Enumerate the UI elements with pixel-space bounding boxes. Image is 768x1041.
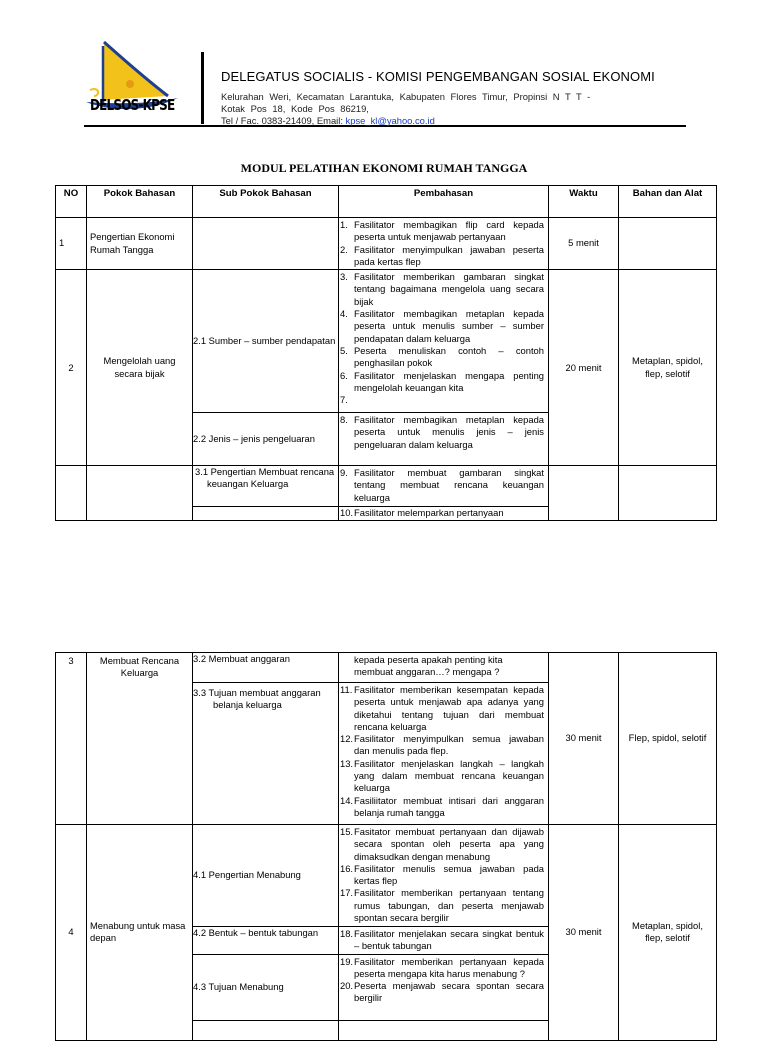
pembahasan-list	[339, 218, 548, 269]
pokok-bahasan: Membuat Rencana Keluarga	[87, 653, 193, 825]
pembahasan-list	[339, 413, 548, 452]
list-item: 11. Fasilitator memberikan kesempatan kepada peserta untuk menjawab apa adanya yang diketahui tentang tujuan dari membuat rencana keluarga	[340, 684, 544, 732]
list-item: 18. Fasilitator menjelakan secara singkat bentuk – bentuk tabungan	[340, 928, 544, 952]
document-title: MODUL PELATIHAN EKONOMI RUMAH TANGGA	[240, 161, 528, 175]
list-item: 17. Fasilitator memberikan pertanyaan tentang rumus tabungan, dan peserta menjawab spontan secara bergilir	[340, 887, 544, 924]
contact-prefix: Tel / Fac. 0383-21409, Email:	[221, 115, 346, 126]
pokok-bahasan-empty	[87, 466, 193, 521]
pembahasan-list	[339, 683, 548, 820]
bahan-alat: Metaplan, spidol, flep, selotif	[619, 270, 717, 466]
sub-pokok-bahasan: 2.2 Jenis – jenis pengeluaran	[193, 413, 339, 466]
pembahasan-cell	[339, 413, 549, 466]
row-number-empty	[56, 466, 87, 521]
sub-pokok-bahasan: 4.3 Tujuan Menabung	[193, 954, 339, 1020]
col-header-bahan: Bahan dan Alat	[619, 186, 717, 218]
row-number: 4	[56, 825, 87, 1041]
pembahasan-cell	[339, 653, 549, 683]
list-item: 10. Fasilitator melemparkan pertanyaan	[340, 507, 504, 519]
pembahasan-list	[339, 507, 548, 520]
table-row	[56, 270, 717, 413]
list-item: 6. Fasilitator menjelaskan mengapa penting mengelolah keuangan kita	[340, 369, 544, 393]
sub-pokok-bahasan: 4.2 Bentuk – bentuk tabungan	[193, 927, 339, 955]
table-row	[56, 653, 717, 683]
header-divider-vertical	[201, 52, 204, 124]
list-item: 3. Fasilitator memberikan gambaran singkat tentang bagaimana mengelola uang secara bijak	[340, 271, 544, 307]
list-item: 12. Fasilitator menyimpulkan semua jawaban dan menulis pada flep.	[340, 733, 544, 757]
sub-pokok-empty	[193, 507, 339, 521]
pembahasan-cell	[339, 466, 549, 507]
pembahasan-cell	[339, 954, 549, 1020]
logo-text: DELSOS-KPSE	[90, 96, 175, 114]
list-item: 9. Fasilitator membuat gambaran singkat tentang membuat rencana keuangan keluarga	[340, 467, 544, 503]
letterhead	[0, 0, 768, 135]
pembahasan-cell	[339, 683, 549, 825]
sub-pokok-bahasan: 4.1 Pengertian Menabung	[193, 825, 339, 927]
pembahasan-cell	[339, 218, 549, 270]
list-item: 1. Fasilitator membagikan flip card kepada peserta untuk menjawab pertanyaan	[340, 219, 544, 243]
email-link[interactable]: kpse_kl@yahoo.co.id	[345, 115, 435, 126]
pembahasan-empty	[339, 1020, 549, 1040]
waktu-empty	[549, 466, 619, 521]
pokok-bahasan: Pengertian Ekonomi Rumah Tangga	[87, 218, 193, 270]
sub-pokok-bahasan: 2.1 Sumber – sumber pendapatan	[193, 270, 339, 413]
pembahasan-list	[339, 466, 548, 505]
module-table-page-1	[55, 185, 717, 521]
pembahasan-list	[339, 825, 548, 925]
waktu: 5 menit	[549, 218, 619, 270]
list-item: 15. Fasitator membuat pertanyaan dan dijawab secara spontan oleh peserta apa yang dimaksudkan dengan menabung	[340, 826, 544, 862]
pembahasan-list	[339, 955, 548, 1006]
row-number: 1	[56, 218, 87, 270]
list-item: 5. Peserta menuliskan contoh – contoh penghasilan pokok	[340, 344, 544, 369]
pembahasan-cell	[339, 270, 549, 413]
table-header-row	[56, 186, 717, 218]
waktu: 30 menit	[549, 653, 619, 825]
bahan-alat: Flep, spidol, selotif	[619, 653, 717, 825]
waktu: 20 menit	[549, 270, 619, 466]
list-item: 19. Fasilitator memberikan pertanyaan kepada peserta mengapa kita harus menabung ?	[340, 955, 544, 979]
table-row	[56, 825, 717, 927]
pembahasan-cell	[339, 507, 549, 521]
organization-name: DELEGATUS SOCIALIS - KOMISI PENGEMBANGAN SOSIAL EKONOMI	[221, 69, 655, 84]
sub-pokok-empty	[193, 1020, 339, 1040]
module-table-page-2	[55, 652, 717, 1041]
list-item: 8. Fasilitator membagikan metaplan kepada peserta untuk menulis jenis – jenis pengeluaran dalam keluarga	[340, 414, 544, 450]
sub-pokok-bahasan: 3.2 Membuat anggaran	[193, 653, 339, 683]
contact-line	[221, 115, 435, 127]
col-header-pokok: Pokok Bahasan	[87, 186, 193, 218]
row-number: 3	[56, 653, 87, 825]
list-item: 4. Fasilitator membagikan metaplan kepada peserta untuk menulis sumber – sumber pendapatan dalam keluarga	[340, 308, 544, 344]
bahan-alat-empty	[619, 466, 717, 521]
sub-pokok-bahasan: 3.3 Tujuan membuat anggaran belanja keluarga	[193, 683, 339, 825]
pembahasan-list: 3. Fasilitator memberikan gambaran singkat tentang bagaimana mengelola uang secara bijak 4. Fasilitator membagikan metaplan kepada peserta untuk menulis sumber – sumber pendapatan dalam keluarga 5. Peserta menuliskan contoh – contoh penghasilan pokok 6. Fasilitator menjelaskan mengapa penting mengelolah keuangan kita 7.	[340, 271, 544, 406]
sub-pokok-bahasan: 3.1 Pengertian Membuat rencana keuangan Keluarga	[193, 466, 339, 507]
list-item: 14. Fasiliitator membuat intisari dari anggaran belanja rumah tangga	[340, 794, 544, 818]
pokok-bahasan: Mengelolah uang secara bijak	[87, 270, 193, 466]
col-header-sub-pokok: Sub Pokok Bahasan	[193, 186, 339, 218]
waktu: 30 menit	[549, 825, 619, 1041]
table-row	[56, 218, 717, 270]
address-line-1: Kelurahan Weri, Kecamatan Larantuka, Kabupaten Flores Timur, Propinsi N T T -	[221, 91, 591, 102]
pembahasan-cell	[339, 927, 549, 955]
list-item: 20. Peserta menjawab secara spontan secara bergilir	[340, 980, 544, 1004]
table-row	[56, 466, 717, 507]
pembahasan-cell	[339, 825, 549, 927]
bahan-alat	[619, 218, 717, 270]
list-item: 13. Fasilitator menjelaskan langkah – langkah yang dalam membuat rencana keuangan keluarga	[340, 757, 544, 794]
col-header-no: NO	[56, 186, 87, 218]
sub-pokok-empty	[193, 218, 339, 270]
pembahasan-continuation: kepada peserta apakah penting kita membuat anggaran…? mengapa ?	[354, 654, 503, 678]
row-number: 2	[56, 270, 87, 466]
pokok-bahasan: Menabung untuk masa depan	[87, 825, 193, 1041]
address-line-2: Kotak Pos 18, Kode Pos 86219,	[221, 103, 369, 114]
bahan-alat: Metaplan, spidol, flep, selotif	[619, 825, 717, 1041]
list-item: 2. Fasilitator menyimpulkan jawaban peserta pada kertas flep	[340, 243, 544, 267]
col-header-pembahasan: Pembahasan	[339, 186, 549, 218]
pembahasan-list	[339, 927, 548, 954]
col-header-waktu: Waktu	[549, 186, 619, 218]
list-item: 16. Fasilitator menulis semua jawaban pada kertas flep	[340, 862, 544, 887]
